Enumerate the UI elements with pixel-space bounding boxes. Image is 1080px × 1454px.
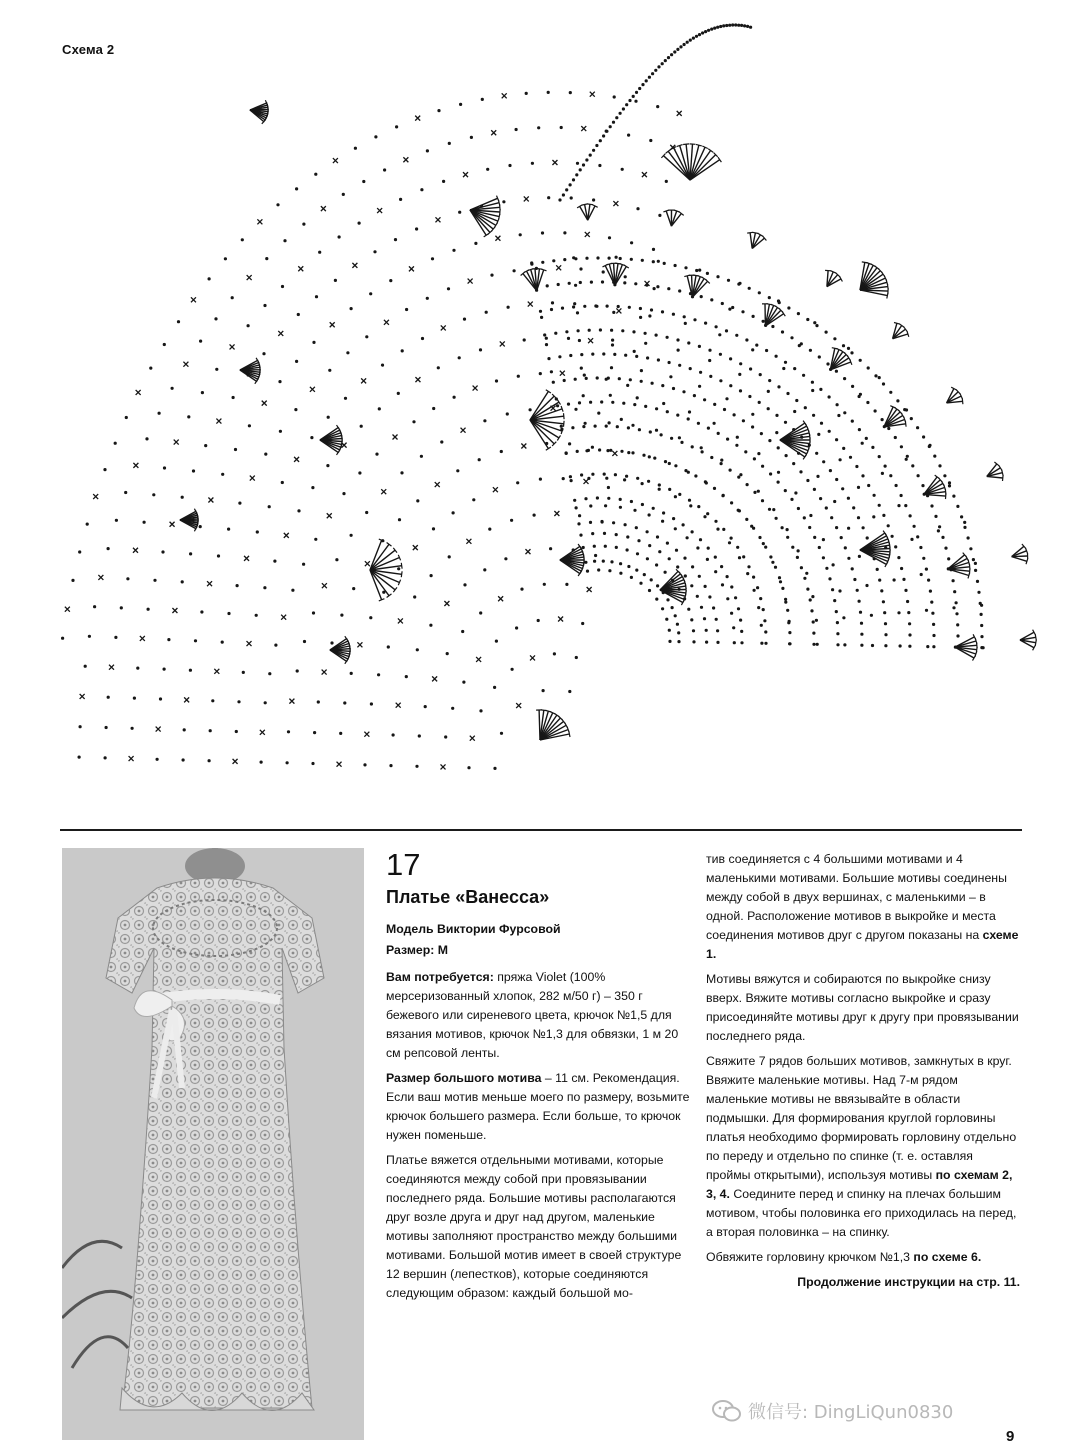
article-column-left: [386, 848, 692, 1309]
instructions-paragraph-3: Мотивы вяжутся и собираются по выкройке снизу вверх. Вяжите мотивы согласно выкройке и сразу присоединяйте мотивы друг к другу при провязывании последнего ряда.: [706, 972, 1019, 1043]
article-number: 17: [386, 847, 421, 882]
para5-text: Обвяжите горловину крючком №1,3: [706, 1250, 914, 1264]
materials-label: Вам потребуется:: [386, 970, 494, 984]
wechat-icon: [712, 1399, 742, 1423]
para2-text: тив соединяется с 4 большими мотивами и 4 маленькими мотивами. Большие мотивы соединены между собой в двух вершинах, с маленькими – в одной. Расположение мотивов в выкройке и места соединения мотивов друг с другом показаны на: [706, 852, 1007, 942]
materials-paragraph: [386, 968, 692, 1063]
para4-text-b: Соедините перед и спинку на плечах большим мотивом, чтобы половинка его приходилась на перед, а вторая половинка – на спинку.: [706, 1187, 1017, 1239]
continued-note: Продолжение инструкции на стр. 11.: [797, 1275, 1020, 1289]
motif-size-label: Размер большого мотива: [386, 1071, 542, 1085]
instructions-paragraph-2: [706, 850, 1020, 964]
motif-size-paragraph: [386, 1069, 692, 1145]
page-number: 9: [1006, 1428, 1015, 1445]
designer-credit: Модель Виктории Фурсовой: [386, 922, 561, 936]
dress-photo: [62, 848, 364, 1440]
instructions-paragraph-5: [706, 1248, 1020, 1267]
materials-text: пряжа Violet (100% мерсеризованный хлопок, 282 м/50 г) – 350 г бежевого или сиреневого цвета, крючок №1,5 для вязания мотивов, крючок №1,3 для обвязки, 1 м 20 см репсовой ленты.: [386, 970, 679, 1060]
instructions-paragraph-1: Платье вяжется отдельными мотивами, которые соединяются между собой при провязывании последнего ряда. Большие мотивы располагаются друг возле друга и друг над другом, маленькие мотивы заполняют пространство между большими мотивами. Большой мотив имеет в своей структуре 12 вершин (лепестков), которые соединяются следующим образом: каждый большой мо-: [386, 1153, 682, 1300]
instructions-paragraph-4: [706, 1052, 1020, 1242]
para4-ref: по схемам 2, 3, 4.: [706, 1168, 1013, 1201]
para5-ref: по схеме 6.: [913, 1250, 982, 1264]
article-title: Платье «Ванесса»: [386, 887, 550, 907]
motif-size-text: – 11 см. Рекомендация. Если ваш мотив меньше моего по размеру, возьмите крючок большего размера. Если больше, то крючок нужен поменьше.: [386, 1071, 690, 1142]
wechat-watermark: [712, 1397, 953, 1425]
wechat-text: 微信号: DingLiQun0830: [748, 1402, 954, 1423]
scheme-label: Схема 2: [62, 42, 115, 57]
para2-ref: схеме 1.: [706, 928, 1019, 961]
para4-text-a: Свяжите 7 рядов больших мотивов, замкнутых в круг. Ввяжите маленькие мотивы. Над 7-м рядом маленькие мотивы не ввязывайте в области подмышки. Для формирования круглой горловины платья необходимо формировать горловину отдельно по переду и отдельно по спинке (т. е. оставляя проймы открытыми), используя мотивы: [706, 1054, 1017, 1182]
article-column-right: [706, 850, 1020, 1292]
size-info: Размер: М: [386, 943, 449, 957]
section-divider: [60, 829, 1022, 831]
